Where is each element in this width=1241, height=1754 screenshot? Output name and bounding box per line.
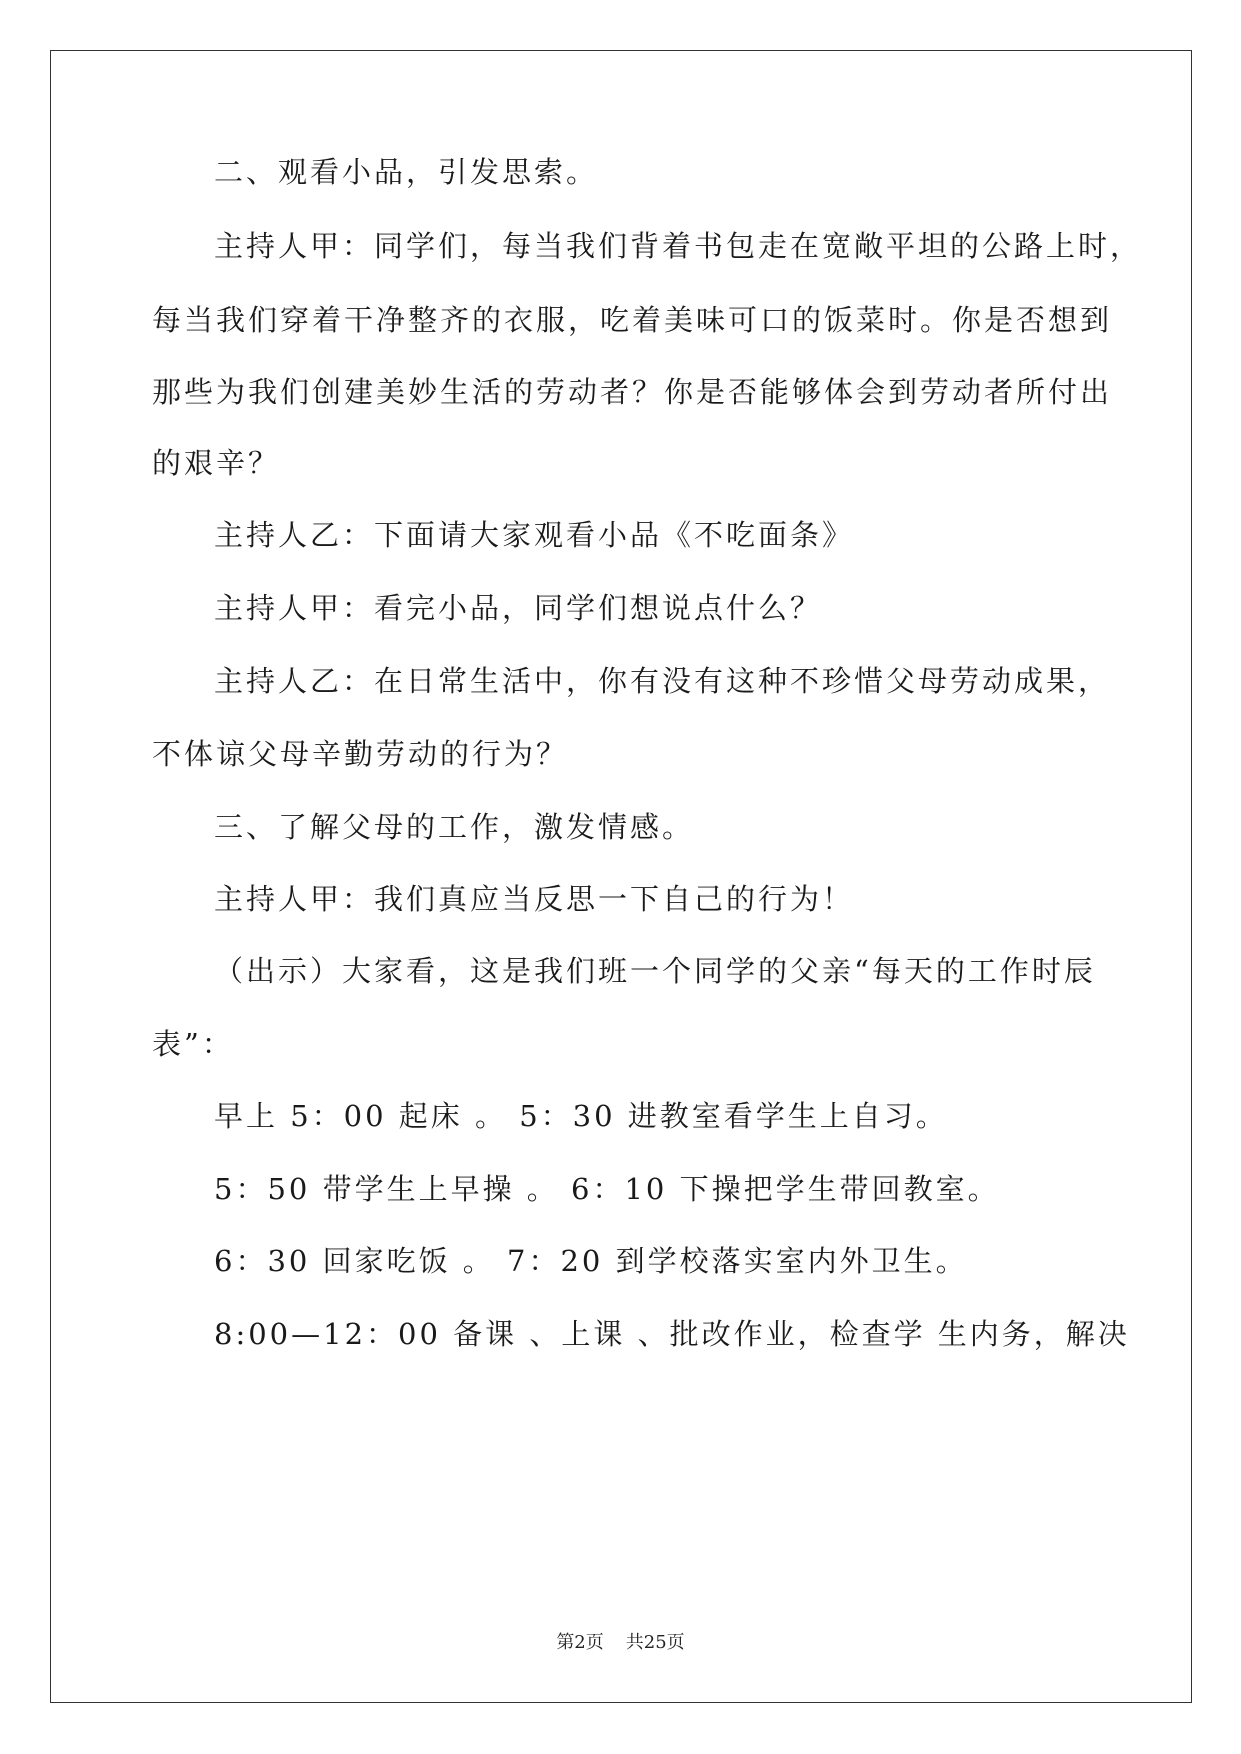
page-footer (0, 1628, 1241, 1654)
schedule-line: 早上 5：00 起床 。 5：30 进教室看学生上自习。 (214, 1099, 948, 1133)
paragraph-line: 主持人甲：我们真应当反思一下自己的行为！ (214, 882, 855, 916)
paragraph-line: 不体谅父母辛勤劳动的行为？ (152, 737, 569, 771)
schedule-line: 5：50 带学生上早操 。 6：10 下操把学生带回教室。 (214, 1172, 1000, 1206)
schedule-line: 8:00—12：00 备课 、上课 、批改作业，检查学 生内务，解决 (214, 1317, 1130, 1351)
paragraph-line: 那些为我们创建美妙生活的劳动者？你是否能够体会到劳动者所付出 (152, 375, 1113, 409)
section-heading: 三、了解父母的工作，激发情感。 (214, 810, 695, 844)
page-number: 第2页 (556, 1632, 604, 1653)
paragraph-line: 表”： (152, 1027, 234, 1061)
paragraph-line: 主持人乙：在日常生活中，你有没有这种不珍惜父母劳动成果， (214, 664, 1111, 698)
page-border (50, 50, 1192, 1703)
schedule-line: 6：30 回家吃饭 。 7：20 到学校落实室内外卫生。 (214, 1244, 968, 1278)
paragraph-line: 主持人乙：下面请大家观看小品《不吃面条》 (214, 518, 855, 552)
page-total: 共25页 (625, 1632, 685, 1653)
paragraph-line: 的艰辛？ (152, 446, 281, 480)
paragraph-line: 主持人甲：看完小品，同学们想说点什么？ (214, 591, 823, 625)
paragraph-line: 主持人甲：同学们，每当我们背着书包走在宽敞平坦的公路上时， (214, 229, 1143, 263)
paragraph-line: （出示）大家看，这是我们班一个同学的父亲“每天的工作时辰 (214, 954, 1096, 988)
paragraph-line: 每当我们穿着干净整齐的衣服，吃着美味可口的饭菜时。你是否想到 (152, 303, 1113, 337)
section-heading: 二、观看小品，引发思索。 (214, 155, 599, 189)
